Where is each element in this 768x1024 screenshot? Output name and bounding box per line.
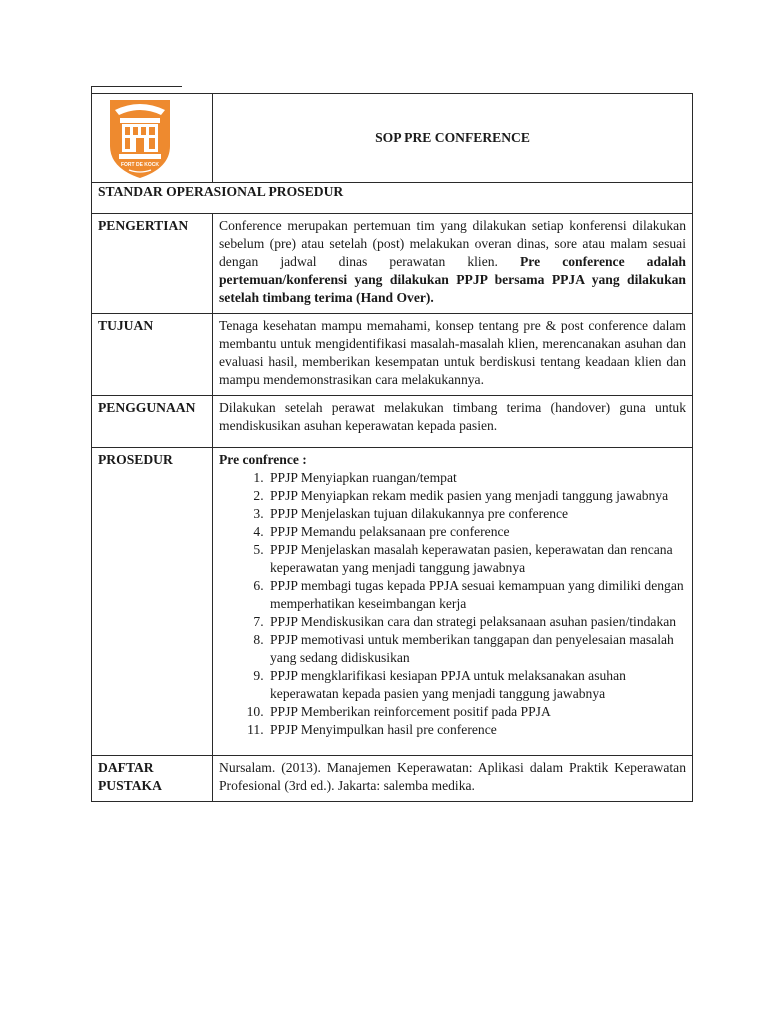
- penggunaan-label: PENGGUNAAN: [92, 396, 213, 448]
- pengertian-label: PENGERTIAN: [92, 214, 213, 314]
- list-item: 11. PPJP Menyimpulkan hasil pre conference: [267, 721, 686, 739]
- prosedur-heading: Pre confrence :: [219, 452, 307, 467]
- list-item: 8. PPJP memotivasi untuk memberikan tanggapan dan penyelesaian masalah yang sedang didiskusikan: [267, 631, 686, 667]
- list-item: 6. PPJP membagi tugas kepada PPJA sesuai kemampuan yang dimiliki dengan memperhatikan keseimbangan kerja: [267, 577, 686, 613]
- document-title: SOP PRE CONFERENCE: [213, 94, 693, 183]
- prosedur-row: [92, 448, 693, 756]
- hospital-emblem-icon: [107, 96, 173, 180]
- list-item: 2. PPJP Menyiapkan rekam medik pasien yang menjadi tanggung jawabnya: [267, 487, 686, 505]
- logo-cell: [92, 94, 213, 183]
- penggunaan-text: Dilakukan setelah perawat melakukan timbang terima (handover) guna untuk mendiskusikan asuhan keperawatan kepada pasien.: [213, 396, 693, 448]
- list-item: 7. PPJP Mendiskusikan cara dan strategi pelaksanaan asuhan pasien/tindakan: [267, 613, 686, 631]
- pustaka-label: DAFTAR PUSTAKA: [92, 756, 213, 802]
- pengertian-row: [92, 214, 693, 314]
- section-title: STANDAR OPERASIONAL PROSEDUR: [92, 183, 693, 214]
- tujuan-text: Tenaga kesehatan mampu memahami, konsep tentang pre & post conference dalam membantu untuk mengidentifikasi masalah-masalah klien, merencanakan asuhan dan evaluasi hasil, memberikan kesempatan untuk berdiskusi tentang keadaan klien dan mampu mendemonstrasikan cara melakukannya.: [213, 314, 693, 396]
- pengertian-bold-text: Pre conference adalah pertemuan/konferensi yang dilakukan PPJP bersama PPJA yang dilakukan setelah timbang terima (Hand Over).: [219, 254, 686, 305]
- logo-text: FORT DE KOCK: [120, 162, 160, 168]
- list-item: 9. PPJP mengklarifikasi kesiapan PPJA untuk melaksanakan asuhan keperawatan kepada pasien yang menjadi tanggung jawabnya: [267, 667, 686, 703]
- list-item: 3. PPJP Menjelaskan tujuan dilakukannya pre conference: [267, 505, 686, 523]
- header-row: [92, 94, 693, 183]
- pustaka-text: Nursalam. (2013). Manajemen Keperawatan: Aplikasi dalam Praktik Keperawatan Profesional (3rd ed.). Jakarta: salemba medika.: [213, 756, 693, 802]
- penggunaan-row: [92, 396, 693, 448]
- prosedur-label: PROSEDUR: [92, 448, 213, 756]
- prosedur-body: [213, 448, 693, 756]
- list-item: 1. PPJP Menyiapkan ruangan/tempat: [267, 469, 686, 487]
- list-item: 5. PPJP Menjelaskan masalah keperawatan pasien, keperawatan dan rencana keperawatan yang menjadi tanggung jawabnya: [267, 541, 686, 577]
- tujuan-label: TUJUAN: [92, 314, 213, 396]
- pengertian-text: Conference merupakan pertemuan tim yang dilakukan setiap konferensi dilakukan sebelum (pre) atau setelah (post) melakukan overan dinas, sore atau malam sesuai dengan jadwal dinas perawatan klien.: [219, 218, 686, 269]
- pengertian-body: [213, 214, 693, 314]
- sop-table: [91, 93, 693, 802]
- tujuan-row: [92, 314, 693, 396]
- sop-document: [91, 93, 692, 802]
- prosedur-steps: [219, 469, 686, 739]
- pustaka-row: [92, 756, 693, 802]
- section-row: [92, 183, 693, 214]
- list-item: 4. PPJP Memandu pelaksanaan pre conference: [267, 523, 686, 541]
- list-item: 10. PPJP Memberikan reinforcement positif pada PPJA: [267, 703, 686, 721]
